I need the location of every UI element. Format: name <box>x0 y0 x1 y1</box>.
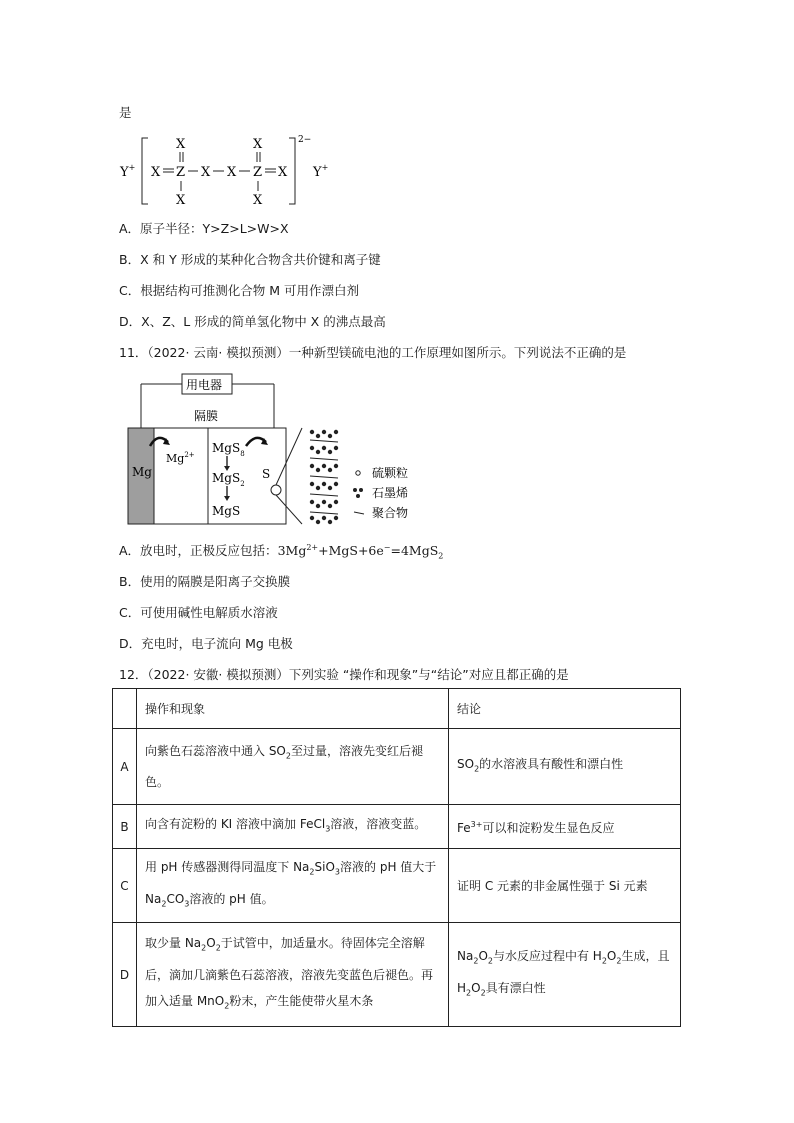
atom-x-bottom-left: X <box>176 193 186 208</box>
anode-label: Mg <box>132 465 152 479</box>
atom-z-right: Z <box>253 165 263 180</box>
q10-option-d: D．X、Z、L 形成的简单氢化物中 X 的沸点最高 <box>119 314 386 329</box>
row-key: C <box>113 849 137 923</box>
legend-polymer-icon <box>354 512 364 514</box>
table-row <box>113 849 681 923</box>
legend-sulfur: 硫颗粒 <box>372 466 409 480</box>
row-operation: 向含有淀粉的 KI 溶液中滴加 FeCl$_3$溶液，溶液变蓝。 <box>137 805 449 849</box>
legend-sulfur-icon <box>356 471 360 475</box>
row-conclusion: $Na_2O_2$与水反应过程中有 $H_2O_2$生成，且 $H_2O_2$具有漂白性 <box>449 923 681 1027</box>
atom-x-top-right: X <box>253 137 263 152</box>
q11-option-a: A．放电时，正极反应包括：$3Mg^{2+}+MgS+6e^-=4MgS_2$ <box>119 542 444 561</box>
atom-x-bridge-2: X <box>227 165 237 180</box>
bracket-left <box>142 138 148 204</box>
q11-option-d: D．充电时，电子流向 Mg 电极 <box>119 636 293 651</box>
row-key: A <box>113 729 137 805</box>
q10-option-b: B．X 和 Y 形成的某种化合物含共价键和离子键 <box>119 252 381 267</box>
q12-stem: 12．（2022· 安徽· 模拟预测）下列实验 “操作和现象”与“结论”对应且都正确的是 <box>119 667 569 682</box>
membrane-label: 隔膜 <box>194 409 219 423</box>
row-key: D <box>113 923 137 1027</box>
q10-option-c: C．根据结构可推测化合物 M 可用作漂白剂 <box>119 283 359 298</box>
mgs-label: MgS <box>212 504 241 518</box>
structural-formula <box>118 132 348 210</box>
atom-x-left: X <box>151 165 161 180</box>
experiment-table <box>112 688 681 1027</box>
load-label: 用电器 <box>186 378 223 392</box>
row-conclusion: $Fe^{3+}$可以和淀粉发生显色反应 <box>449 805 681 849</box>
table-row <box>113 923 681 1027</box>
row-operation: 用 pH 传感器测得同温度下 $Na_2SiO_3$溶液的 pH 值大于 $Na_2CO_3$溶液的 pH 值。 <box>137 849 449 923</box>
battery-diagram <box>126 372 426 528</box>
atom-x-bridge-1: X <box>201 165 211 180</box>
row-conclusion: $SO_2$的水溶液具有酸性和漂白性 <box>449 729 681 805</box>
q11-option-b: B．使用的隔膜是阳离子交换膜 <box>119 574 291 589</box>
zoom-circle <box>271 485 281 495</box>
table-row <box>113 805 681 849</box>
mg-ion-label: $Mg^{2+}$ <box>166 451 195 465</box>
cation-left: Y+ <box>120 163 136 180</box>
header-conclusion: 结论 <box>449 689 681 729</box>
row-conclusion: 证明 C 元素的非金属性强于 Si 元素 <box>449 849 681 923</box>
legend-graphene-icon <box>353 488 363 498</box>
row-key: B <box>113 805 137 849</box>
cation-right: Y+ <box>313 163 329 180</box>
legend-polymer: 聚合物 <box>372 506 409 520</box>
row-operation: 向紫色石蕊溶液中通入 $SO_2$至过量，溶液先变红后褪色。 <box>137 729 449 805</box>
q11-stem: 11．（2022· 云南· 模拟预测）一种新型镁硫电池的工作原理如图所示。下列说法不正确的是 <box>119 345 627 360</box>
bracket-right <box>289 138 295 204</box>
intro-text: 是 <box>119 105 132 120</box>
sulfur-label: S <box>262 467 271 481</box>
atom-x-top-left: X <box>176 137 186 152</box>
mgs2-label: MgS$_2$ <box>212 471 245 488</box>
q10-option-a: A．原子半径：Y>Z>L>W>X <box>119 221 289 236</box>
q11-option-c: C．可使用碱性电解质水溶液 <box>119 605 278 620</box>
anion-charge: 2− <box>298 135 312 145</box>
table-header-row <box>113 689 681 729</box>
table-row <box>113 729 681 805</box>
row-operation: 取少量 $Na_2O_2$于试管中，加适量水。待固体完全溶解后，滴加几滴紫色石蕊溶液，溶液先变蓝色后褪色。再加入适量 MnO$_2$粉末，产生能使带火星木条 <box>137 923 449 1027</box>
atom-x-bottom-right: X <box>253 193 263 208</box>
header-operation: 操作和现象 <box>137 689 449 729</box>
atom-x-right: X <box>278 165 288 180</box>
atom-z-left: Z <box>176 165 186 180</box>
legend-graphene: 石墨烯 <box>372 486 409 500</box>
mgs8-label: MgS$_8$ <box>212 441 245 458</box>
